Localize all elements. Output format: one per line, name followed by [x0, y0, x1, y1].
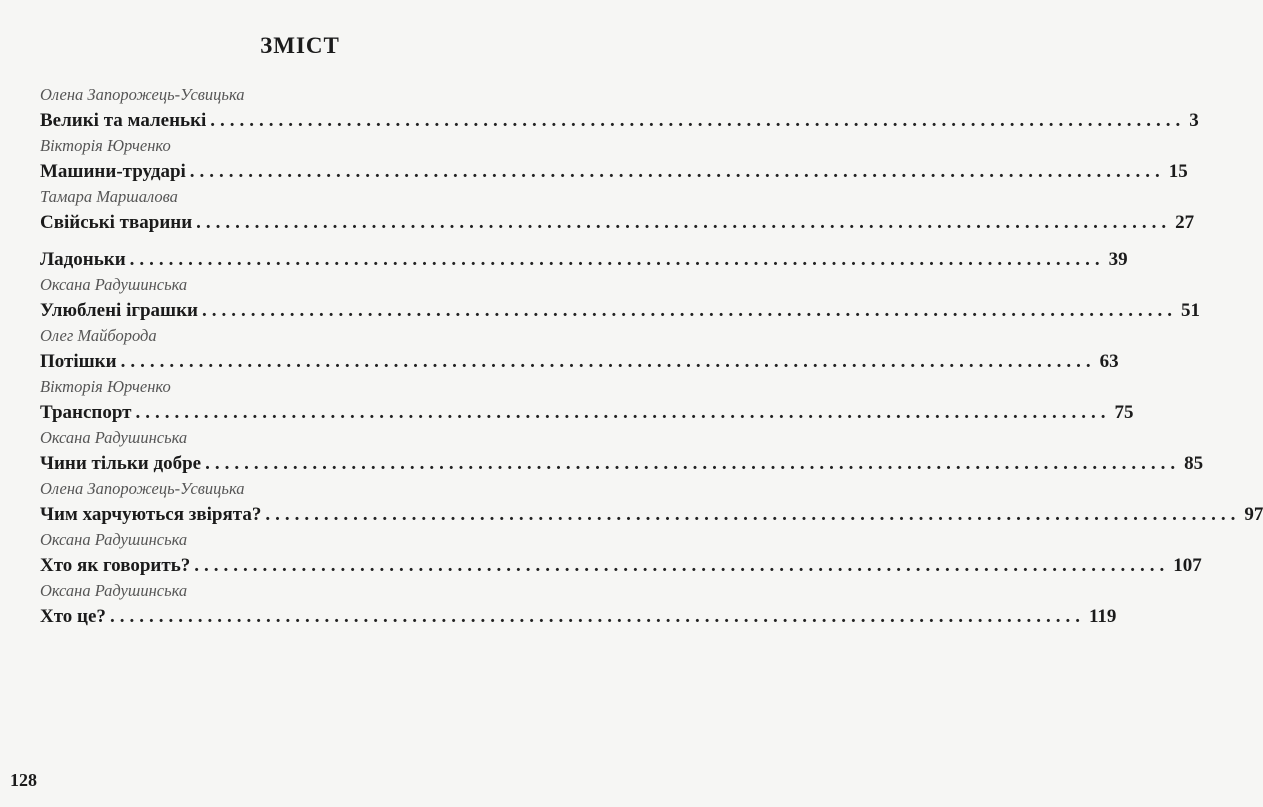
- toc-title: Чим харчуються звірята?: [40, 504, 262, 525]
- toc-entry: [40, 325, 1119, 376]
- toc-entry: [40, 478, 1263, 529]
- toc-row: [40, 551, 1202, 580]
- toc-page: 15: [1168, 161, 1188, 182]
- dot-leader: ....................................................................................................: [196, 212, 1172, 233]
- dot-leader: ....................................................................................................: [205, 453, 1181, 474]
- dot-leader: ....................................................................................................: [210, 110, 1186, 131]
- dot-leader: ....................................................................................................: [201, 300, 1177, 321]
- toc-author: Олег Майборода: [40, 326, 157, 345]
- toc-title: Машини-трударі: [40, 161, 186, 182]
- toc-title: Свійські тварини: [40, 212, 193, 233]
- toc-row: [40, 157, 1188, 186]
- toc-page: 39: [1108, 249, 1128, 270]
- table-of-contents: [40, 84, 1263, 631]
- toc-page: 119: [1088, 606, 1117, 627]
- toc-page: 107: [1173, 555, 1202, 576]
- toc-title: Транспорт: [40, 402, 132, 423]
- toc-author: Оксана Радушинська: [40, 581, 188, 600]
- toc-entry: [40, 376, 1134, 427]
- toc-author: Оксана Радушинська: [40, 530, 188, 549]
- toc-page: 51: [1180, 300, 1200, 321]
- toc-title: Хто це?: [40, 606, 106, 627]
- toc-page: 3: [1189, 110, 1199, 131]
- toc-author: Оксана Радушинська: [40, 428, 188, 447]
- toc-entry: [40, 529, 1202, 580]
- toc-row: [40, 245, 1128, 274]
- dot-leader: ....................................................................................................: [265, 504, 1241, 525]
- toc-page: 63: [1099, 351, 1119, 372]
- dot-leader: ....................................................................................................: [189, 161, 1165, 182]
- page-title: ЗМІСТ: [260, 33, 340, 58]
- dot-leader: ....................................................................................................: [120, 351, 1096, 372]
- toc-title: Хто як говорить?: [40, 555, 191, 576]
- dot-leader: ....................................................................................................: [129, 249, 1105, 270]
- toc-entry: [40, 274, 1200, 325]
- toc-entry: [40, 580, 1117, 631]
- toc-title: Улюблені іграшки: [40, 300, 198, 321]
- toc-entry: [40, 84, 1199, 135]
- toc-author: Оксана Радушинська: [40, 275, 188, 294]
- toc-author: Олена Запорожець-Усвицька: [40, 85, 245, 104]
- toc-row: [40, 208, 1195, 237]
- toc-page: 97: [1244, 504, 1263, 525]
- toc-row: [40, 500, 1263, 529]
- toc-author: Олена Запорожець-Усвицька: [40, 479, 245, 498]
- toc-author: Тамара Маршалова: [40, 187, 178, 206]
- toc-row: [40, 296, 1200, 325]
- toc-row: [40, 106, 1199, 135]
- toc-page: 75: [1114, 402, 1134, 423]
- toc-author: Вікторія Юрченко: [40, 377, 171, 396]
- toc-entry: [40, 135, 1188, 186]
- toc-row: [40, 398, 1134, 427]
- toc-page: 85: [1184, 453, 1204, 474]
- dot-leader: ....................................................................................................: [135, 402, 1111, 423]
- dot-leader: ....................................................................................................: [194, 555, 1170, 576]
- toc-entry: [40, 186, 1195, 237]
- toc-title: Чини тільки добре: [40, 453, 202, 474]
- toc-row: [40, 449, 1204, 478]
- toc-title: Великі та маленькі: [40, 110, 207, 131]
- toc-entry: [40, 245, 1128, 274]
- toc-title: Ладоньки: [40, 249, 126, 270]
- dot-leader: ....................................................................................................: [109, 606, 1085, 627]
- toc-row: [40, 602, 1117, 631]
- page-number: 128: [10, 770, 37, 790]
- toc-page: 27: [1175, 212, 1195, 233]
- toc-author: Вікторія Юрченко: [40, 136, 171, 155]
- toc-title: Потішки: [40, 351, 117, 372]
- toc-row: [40, 347, 1119, 376]
- toc-entry: [40, 427, 1204, 478]
